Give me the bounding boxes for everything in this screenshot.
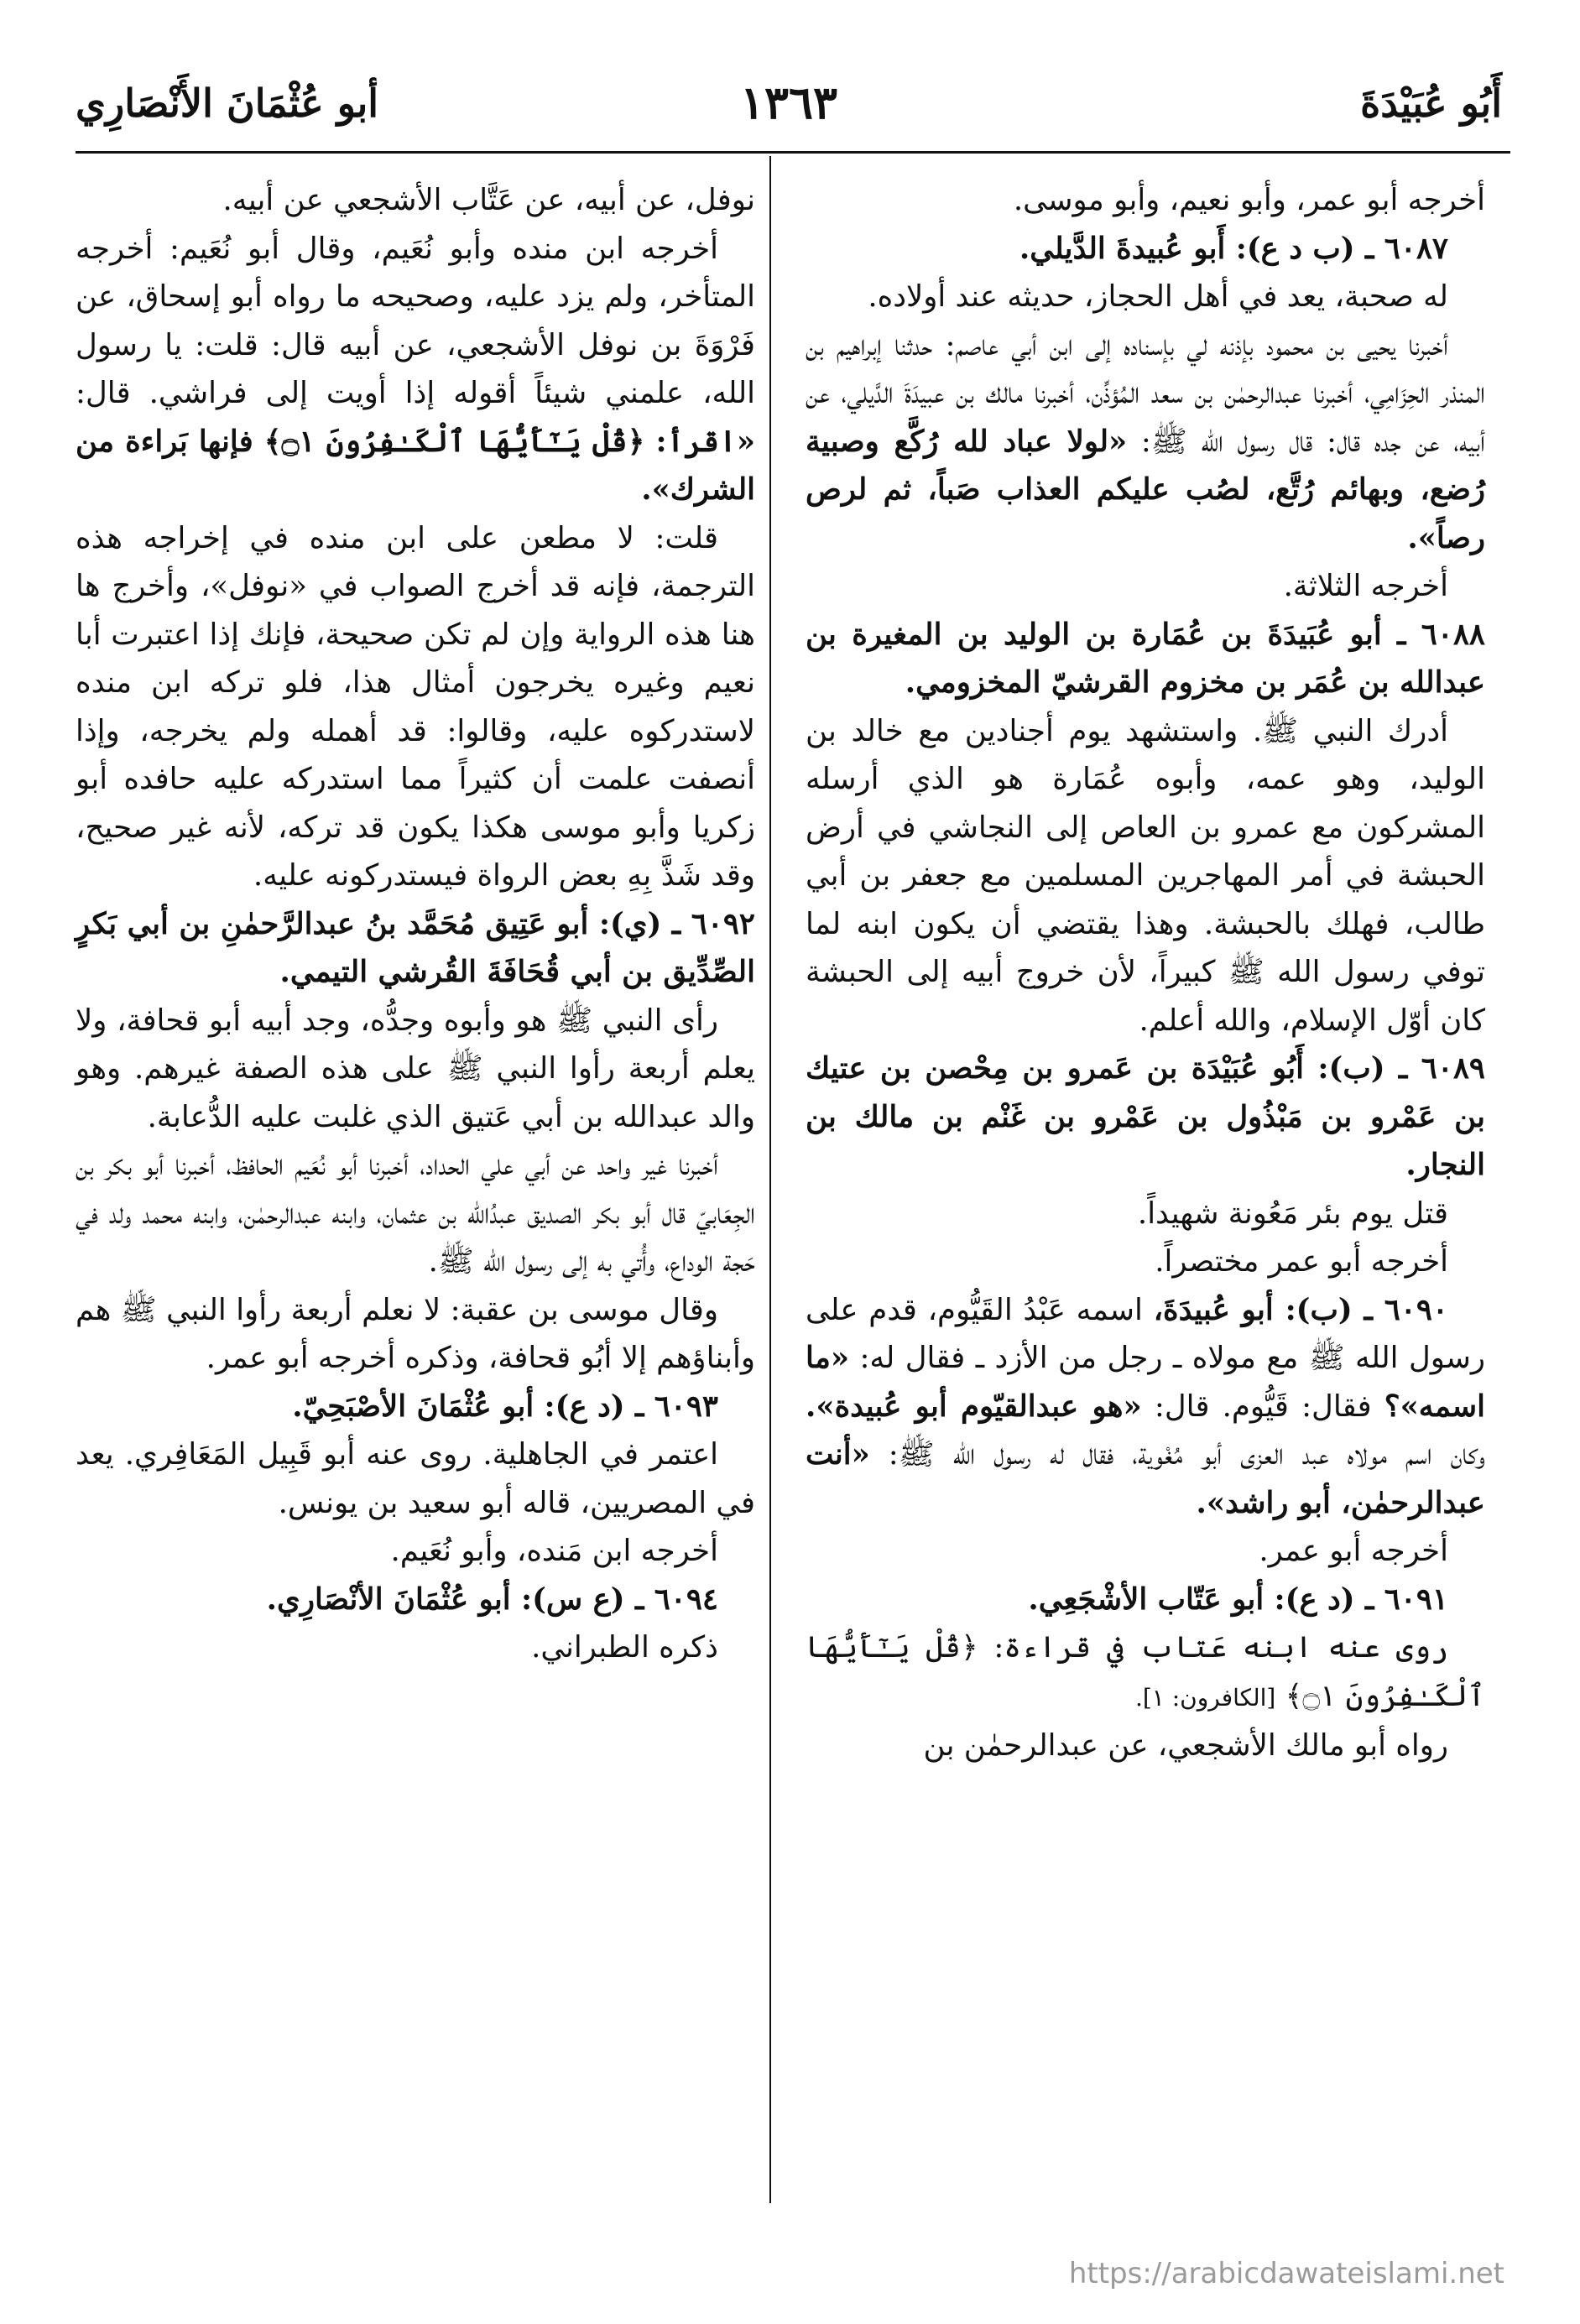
header-divider — [76, 151, 1510, 154]
paragraph: أخبرنا غير واحد عن أبي علي الحداد، أخبرنا أبو نُعَيم الحافظ، أخبرنا أبو بكر بن الجِعَابيّ قال أبو بكر الصديق عبدُالله بن عثمان، وابنه عبدالرحمٰن، وابنه محمد ولد في حَجة الوداع، وأُتي به إلى رسول الله ﷺ. — [76, 1148, 755, 1279]
paragraph: أدرك النبي ﷺ. واستشهد يوم أجنادين مع خالد بن الوليد، وهو عمه، وأبوه عُمَارة هو الذي أرسله المشركون مع عمرو بن العاص إلى النجاشي في أرض الحبشة في أمر المهاجرين المسلمين مع جعفر بن أبي طالب، فهلك بالحبشة. وهذا يقتضي أن يكون ابنه لما توفي رسول الله ﷺ كبيراً، لأن خروج أبيه إلى الحبشة كان أوّل الإسلام، والله أعلم. — [806, 713, 1485, 1038]
quote: «هو عبدالقيّوم أبو عُبيدة». — [806, 1389, 1142, 1424]
page-number: ١٣٦٣ — [739, 76, 837, 129]
right-column — [806, 176, 1485, 1770]
quran-reference: [الكافرون: ١]. — [1134, 1683, 1276, 1712]
header-right-title: أَبُو عُبَيْدَةَ — [1360, 81, 1502, 126]
hadith-quote: «اقرأ: ﴿قُلْ يَـٰٓأَيُّهَا ٱلْكَـٰفِرُونَ ۝١﴾ فإنها بَراءة من الشرك». — [76, 424, 756, 507]
paragraph: أخرجه ابن مَنده، وأبو نُعَيم. — [390, 1534, 718, 1568]
entry-6094: ٦٠٩٤ ـ (ع س): أبو عُثْمَانَ الأنْصَارِي. — [266, 1581, 718, 1617]
paragraph: أخرجه أبو عمر مختصراً. — [1155, 1244, 1448, 1279]
header-left-title: أبو عُثْمَانَ الأَنْصَارِي — [76, 81, 379, 126]
text: فقال: قَيُّوم. قال: — [1154, 1389, 1372, 1424]
text: وكان اسم مولاه عبد العزى أبو مُغْوية، فقال له رسول الله ﷺ: — [888, 1437, 1485, 1472]
entry-6089: ٦٠٨٩ ـ (ب): أَبُو عُبَيْدَة بن عَمرو بن مِحْصن بن عتيك بن عَمْرو بن مَبْذُول بن عَمْرو بن غَنْم بن مالك بن النجار. — [806, 1051, 1485, 1182]
text: أخبرنا يحيى بن محمود بإذنه لي بإسناده إلى ابن أبي عاصم: حدثنا إبراهيم بن المنذر الحِزَامِي، أخبرنا عبدالرحمٰن بن سعد المُؤذِّن، أخبرنا مالك بن عبيدَةَ الدَّيلي، عن أبيه، عن جده قال: قال رسول الله ﷺ: — [806, 327, 1485, 459]
paragraph: قتل يوم بئر مَعُونة شهيداً. — [1137, 1196, 1448, 1231]
paragraph: رأى النبي ﷺ هو وأبوه وجدُّه، وجد أبيه أبو قحافة، ولا يعلم أربعة رأوا النبي ﷺ على هذه الصفة غيرهم. وهو والد عبدالله بن أبي عَتيق الذي غلبت عليه الدُّعابة. — [76, 1003, 755, 1134]
paragraph: ذكره الطبراني. — [531, 1630, 718, 1665]
paragraph: نوفل، عن أبيه، عن عَتَّاب الأشجعي عن أبيه. — [222, 183, 755, 217]
paragraph: أخرجه أبو عمر. — [1259, 1534, 1448, 1568]
text: روى عنه ابنه عَتاب في قراءة: ﴿قُلْ يَـٰٓأَيُّهَا ٱلْكَـٰفِرُونَ ۝١﴾ — [806, 1630, 1485, 1713]
text: اسمه عَبْدُ القَيُّوم، قدم على رسول الله ﷺ مع مولاه ـ رجل من الأزد ـ فقال له: — [806, 1292, 1485, 1375]
entry-6091: ٦٠٩١ ـ (د ع): أبو عَتّاب الأشْجَعِي. — [1028, 1581, 1448, 1617]
paragraph — [76, 225, 755, 514]
quote: «ما اسمه»؟ — [806, 1341, 1485, 1424]
paragraph: أخرجه أبو عمر، وأبو نعيم، وأبو موسى. — [1013, 183, 1485, 217]
paragraph: له صحبة، يعد في أهل الحجاز، حديثه عند أولاده. — [868, 279, 1448, 314]
column-divider — [769, 156, 771, 2203]
paragraph: رواه أبو مالك الأشجعي، عن عبدالرحمٰن بن — [923, 1728, 1448, 1763]
paragraph — [806, 321, 1485, 563]
entry-6087: ٦٠٨٧ ـ (ب د ع): أَبو عُبيدةَ الدَّيلي. — [1019, 231, 1448, 266]
entry-6090 — [806, 1286, 1485, 1528]
entry-6093: ٦٠٩٣ ـ (د ع): أبو عُثْمَانَ الأصْبَحِيّ. — [292, 1389, 718, 1424]
paragraph: أخرجه الثلاثة. — [1283, 569, 1448, 603]
quote: «أنت عبدالرحمٰن، أبو راشد». — [806, 1437, 1485, 1520]
watermark-url: https://arabicdawateislami.net — [1068, 2257, 1504, 2290]
paragraph: اعتمر في الجاهلية. روى عنه أبو قَبِيل المَعَافِري. يعد في المصريين، قاله أبو سعيد بن يونس. — [76, 1437, 755, 1520]
paragraph — [806, 1623, 1485, 1722]
left-column — [76, 176, 755, 1672]
paragraph: وقال موسى بن عقبة: لا نعلم أربعة رأوا النبي ﷺ هم وأبناؤهم إلا أبُو قحافة، وذكره أخرجه أبو عمر. — [76, 1292, 755, 1375]
entry-6092: ٦٠٩٢ ـ (ي): أبو عَتِيق مُحَمَّد بنُ عبدالرَّحمٰنِ بن أبي بَكرٍ الصِّدِّيق بن أبي قُحَافَةَ القُرشي التيمي. — [76, 906, 755, 989]
entry-heading: ٦٠٩٠ ـ (ب): أبو عُبيدَةَ، — [1153, 1292, 1448, 1327]
hadith-quote: «لولا عباد لله رُكَّع وصبية رُضع، وبهائم رُتَّع، لصُب عليكم العذاب صَباً، ثم لرص رصاً». — [806, 424, 1485, 555]
text: أخرجه ابن منده وأبو نُعَيم، وقال أبو نُعَيم: أخرجه المتأخر، ولم يزد عليه، وصحيحه ما رواه أبو إسحاق، عن فَرْوَةَ بن نوفل الأشجعي، عن أبيه قال: قلت: يا رسول الله، علمني شيئاً أقوله إذا أويت إلى فراشي. قال: — [76, 231, 755, 410]
page-header — [76, 76, 1502, 134]
entry-6088: ٦٠٨٨ ـ أبو عُبَيدَةَ بن عُمَارة بن الوليد بن المغيرة بن عبدالله بن عُمَر بن مخزوم القرشيّ المخزومي. — [806, 617, 1485, 700]
paragraph: قلت: لا مطعن على ابن منده في إخراجه هذه الترجمة، فإنه قد أخرج الصواب في «نوفل»، وأخرج ها هنا هذه الرواية وإن لم تكن صحيحة، فإنك إذا اعتبرت أبا نعيم وغيره يخرجون أمثال هذا، فلو تركه ابن منده لاستدركوه عليه، وقالوا: قد أهمله ولم يخرجه، وإذا أنصفت علمت أن كثيراً مما استدركه عليه حافده أبو زكريا وأبو موسى هكذا يكون قد تركه، لأنه غير صحيح، وقد شَذَّ بِهِ بعض الرواة فيستدركونه عليه. — [76, 520, 755, 893]
